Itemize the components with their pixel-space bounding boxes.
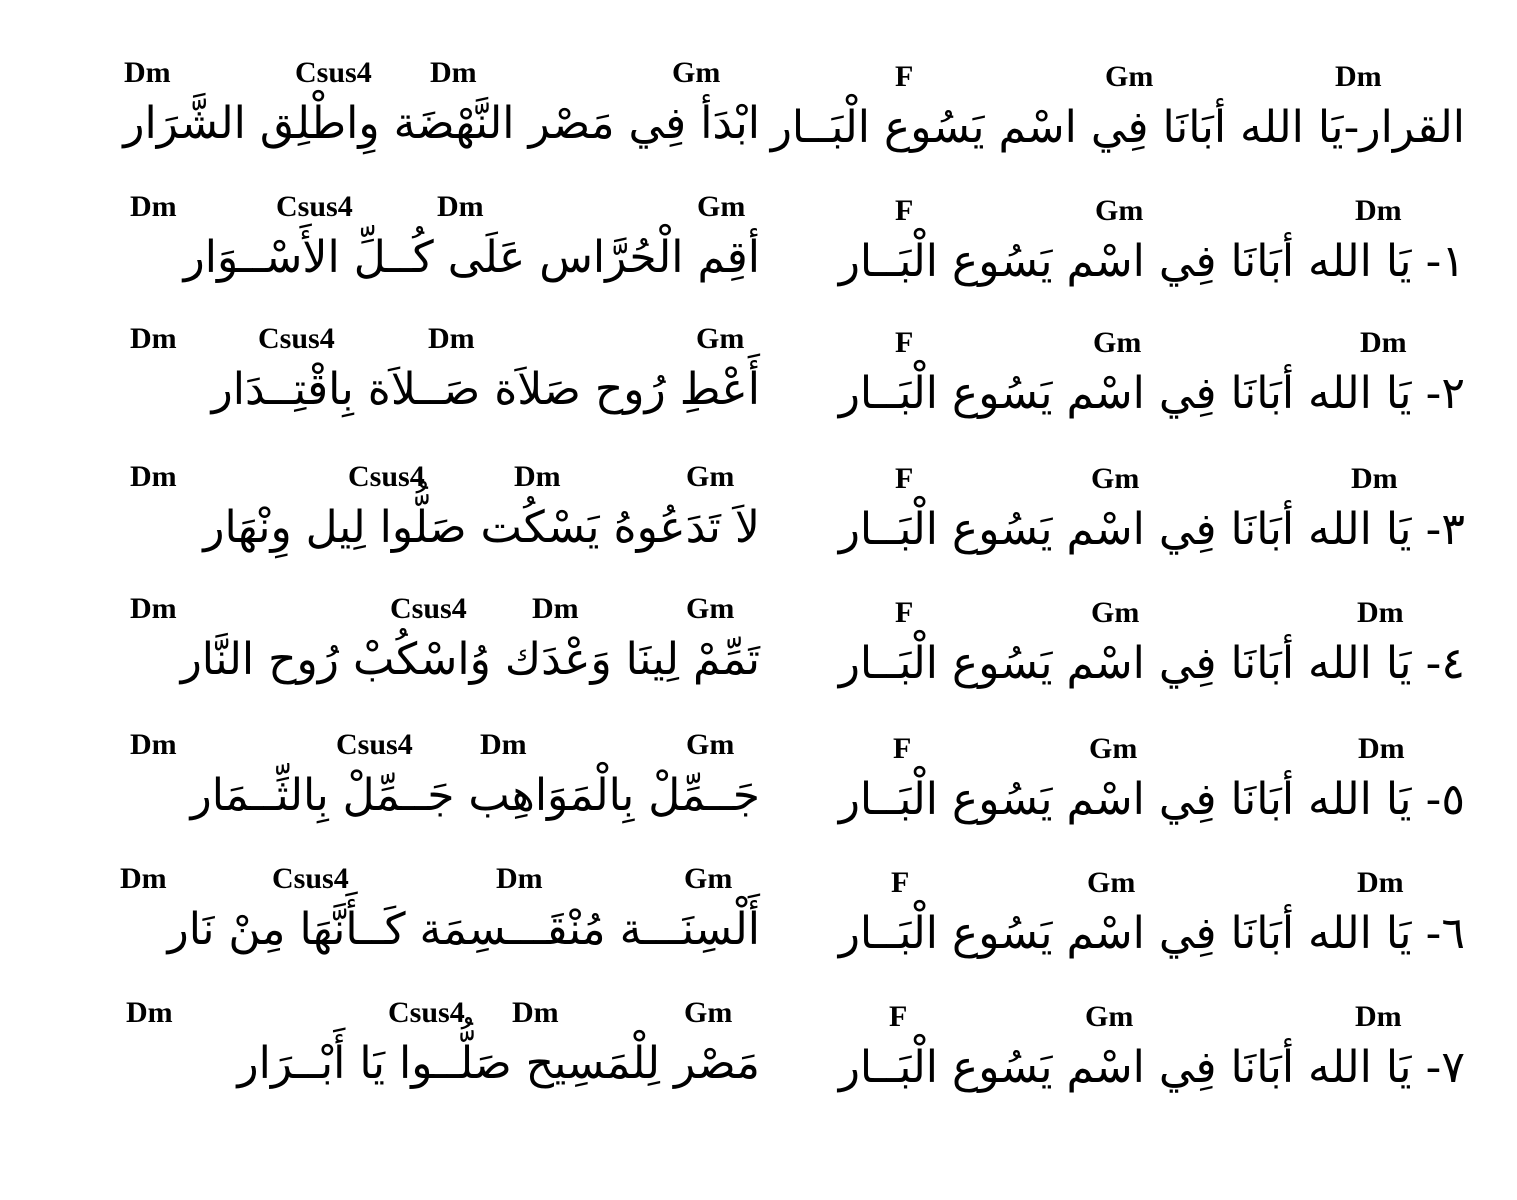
chord-label: Csus4 [390, 592, 467, 625]
left-verse-3 [100, 460, 760, 580]
right-verse-3 [815, 462, 1465, 582]
lyric-line: القرار-يَا الله أبَانَا فِي اسْم يَسُوع الْبَــار [770, 102, 1465, 153]
chord-label: Csus4 [388, 996, 465, 1029]
lyric-line: ٣- يَا الله أبَانَا فِي اسْم يَسُوع الْبَــار [838, 504, 1465, 555]
lyric-line: ١- يَا الله أبَانَا فِي اسْم يَسُوع الْبَــار [838, 236, 1465, 287]
chord-label: Dm [1335, 60, 1382, 93]
chord-label: Csus4 [258, 322, 335, 355]
chord-label: Dm [480, 728, 527, 761]
chord-label: Dm [1355, 1000, 1402, 1033]
chord-label: Gm [686, 460, 735, 493]
chord-label: Gm [672, 56, 721, 89]
chord-label: Gm [1105, 60, 1154, 93]
chord-label: Dm [437, 190, 484, 223]
chord-label: F [895, 60, 914, 93]
chord-label: Dm [1357, 596, 1404, 629]
chord-label: Gm [1087, 866, 1136, 899]
chord-label: Csus4 [348, 460, 425, 493]
chord-label: Dm [430, 56, 477, 89]
chord-label: F [895, 462, 914, 495]
chord-label: Dm [120, 862, 167, 895]
chord-label: F [889, 1000, 908, 1033]
left-verse-4 [100, 592, 760, 712]
chord-label: Gm [1085, 1000, 1134, 1033]
left-verse-0 [100, 56, 760, 176]
lyric-line: ٢- يَا الله أبَانَا فِي اسْم يَسُوع الْبَــار [838, 368, 1465, 419]
lyric-line: أَعْطِ رُوح صَلاَة صَــلاَة بِاقْتِــدَار [211, 364, 760, 415]
lyric-line: أقِم الْحُرَّاس عَلَى كُــلِّ الأَسْــوَار [183, 232, 760, 283]
left-verse-6 [100, 862, 760, 982]
lyric-line: ٥- يَا الله أبَانَا فِي اسْم يَسُوع الْبَــار [838, 774, 1465, 825]
lyric-line: لاَ تَدَعُوهُ يَسْكُت صَلُّوا لِيل وِنْهَار [203, 502, 760, 553]
chord-label: Gm [1093, 326, 1142, 359]
chord-label: Csus4 [276, 190, 353, 223]
right-verse-6 [815, 866, 1465, 986]
left-verse-1 [100, 190, 760, 310]
chord-label: Gm [684, 862, 733, 895]
right-verse-7 [815, 1000, 1465, 1120]
chord-label: Dm [1360, 326, 1407, 359]
lyric-line: ٧- يَا الله أبَانَا فِي اسْم يَسُوع الْبَــار [838, 1042, 1465, 1093]
lyric-line: ٦- يَا الله أبَانَا فِي اسْم يَسُوع الْبَــار [838, 908, 1465, 959]
lyric-line: ابْدَأ فِي مَصْر النَّهْضَة وِاطْلِق الشَّرَار [123, 98, 760, 149]
right-verse-5 [815, 732, 1465, 852]
chord-label: F [891, 866, 910, 899]
right-verse-0 [770, 60, 1465, 180]
chord-label: Dm [130, 460, 177, 493]
right-verse-4 [815, 596, 1465, 716]
chord-label: Gm [1091, 596, 1140, 629]
left-verse-7 [100, 996, 760, 1116]
chord-label: Dm [1357, 866, 1404, 899]
left-verse-2 [100, 322, 760, 442]
chord-label: Dm [512, 996, 559, 1029]
chord-label: Dm [130, 728, 177, 761]
right-verse-1 [815, 194, 1465, 314]
chord-label: Dm [130, 190, 177, 223]
lyric-line: مَصْر لِلْمَسِيح صَلُّــوا يَا أَبْــرَار [237, 1038, 760, 1089]
chord-label: Gm [696, 322, 745, 355]
chord-label: Gm [1095, 194, 1144, 227]
chord-label: Gm [686, 728, 735, 761]
chord-label: F [895, 194, 914, 227]
chord-label: Dm [1355, 194, 1402, 227]
chord-label: F [893, 732, 912, 765]
chord-label: Dm [514, 460, 561, 493]
chord-label: Dm [532, 592, 579, 625]
chord-label: Gm [697, 190, 746, 223]
lyric-line: ٤- يَا الله أبَانَا فِي اسْم يَسُوع الْبَــار [838, 638, 1465, 689]
chord-label: F [895, 596, 914, 629]
chord-label: Csus4 [336, 728, 413, 761]
right-verse-2 [815, 326, 1465, 446]
chord-label: Gm [1091, 462, 1140, 495]
chord-label: Gm [684, 996, 733, 1029]
chord-label: Csus4 [295, 56, 372, 89]
chord-label: Dm [1358, 732, 1405, 765]
chord-label: Dm [130, 592, 177, 625]
lyric-line: جَــمِّلْ بِالْمَوَاهِب جَــمِّلْ بِالثِّــمَار [190, 770, 760, 821]
chord-label: Dm [130, 322, 177, 355]
chord-label: Dm [124, 56, 171, 89]
lyric-line: أَلْسِنَـــة مُنْقَـــسِمَة كَــأَنَّهَا مِنْ نَار [167, 904, 760, 955]
chord-label: F [895, 326, 914, 359]
chord-label: Dm [496, 862, 543, 895]
chord-label: Gm [686, 592, 735, 625]
chord-label: Dm [1351, 462, 1398, 495]
lyric-line: تَمِّمْ لِينَا وَعْدَك وُاسْكُبْ رُوح النَّار [180, 634, 760, 685]
chord-label: Csus4 [272, 862, 349, 895]
chord-label: Dm [126, 996, 173, 1029]
left-verse-5 [100, 728, 760, 848]
chord-label: Dm [428, 322, 475, 355]
chord-label: Gm [1089, 732, 1138, 765]
